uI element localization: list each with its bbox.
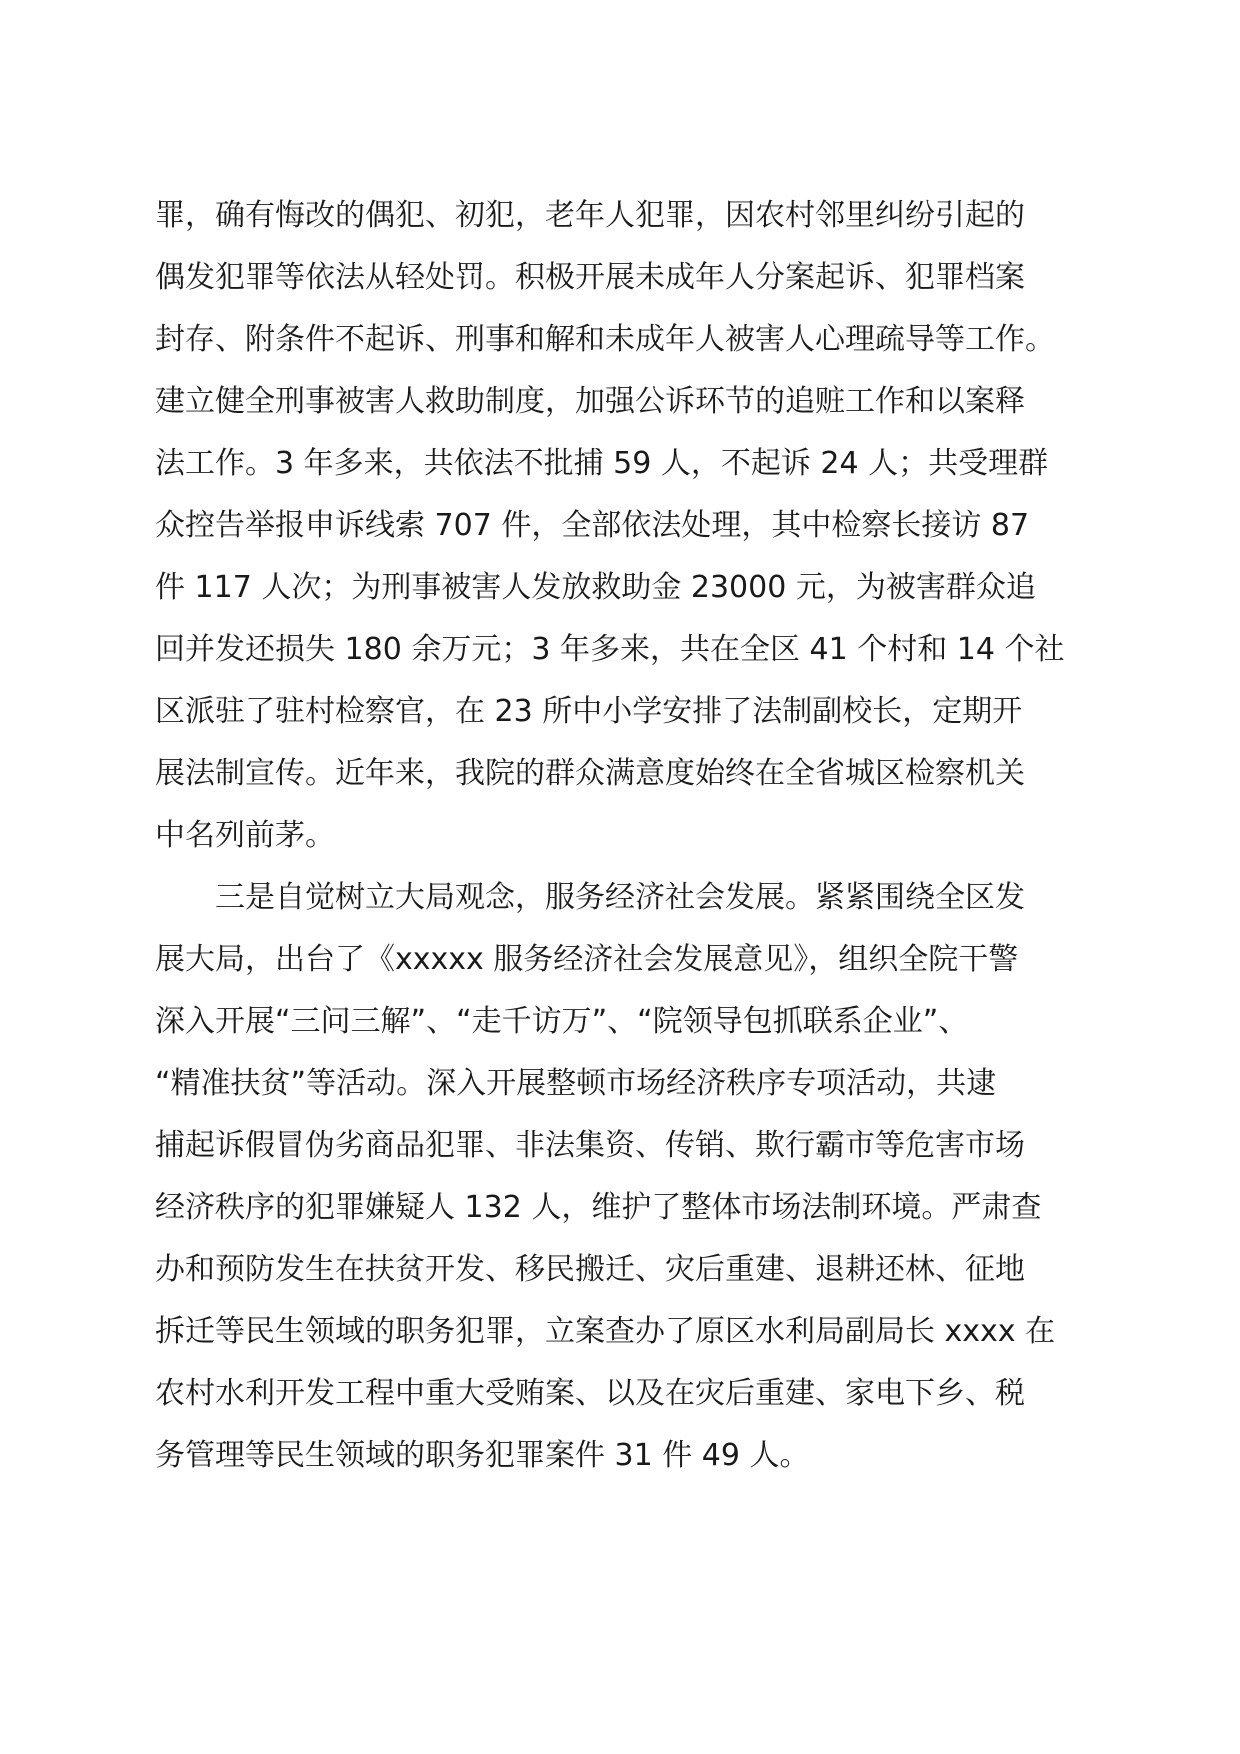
text-line: 农村水利开发工程中重大受贿案、以及在灾后重建、家电下乡、税 [155,1376,1025,1411]
text-line: 拆迁等民生领域的职务犯罪，立案查办了原区水利局副局长 xxxx 在 [155,1314,1056,1349]
text-line: 偶发犯罪等依法从轻处罚。积极开展未成年人分案起诉、犯罪档案 [155,260,1025,295]
text-line: 众控告举报申诉线索 707 件，全部依法处理，其中检察长接访 87 [155,508,1030,543]
text-line: “精准扶贫”等活动。深入开展整顿市场经济秩序专项活动，共逮 [155,1066,997,1101]
text-line: 法工作。3 年多来，共依法不批捕 59 人，不起诉 24 人；共受理群 [155,446,1049,481]
text-line: 展大局，出台了《xxxxx 服务经济社会发展意见》，组织全院干警 [155,942,1019,977]
text-line: 办和预防发生在扶贫开发、移民搬迁、灾后重建、退耕还林、征地 [155,1252,1025,1287]
text-line: 中名列前茅。 [155,818,335,853]
text-line: 罪，确有悔改的偶犯、初犯，老年人犯罪，因农村邻里纠纷引起的 [155,198,1025,233]
text-line: 深入开展“三问三解”、“走千访万”、“院领导包抓联系企业”、 [155,1004,969,1039]
text-line: 建立健全刑事被害人救助制度，加强公诉环节的追赃工作和以案释 [155,384,1025,419]
text-line: 捕起诉假冒伪劣商品犯罪、非法集资、传销、欺行霸市等危害市场 [155,1128,1025,1163]
text-line: 务管理等民生领域的职务犯罪案件 31 件 49 人。 [155,1438,810,1473]
text-line: 封存、附条件不起诉、刑事和解和未成年人被害人心理疏导等工作。 [155,322,1055,357]
text-line: 回并发还损失 180 余万元；3 年多来，共在全区 41 个村和 14 个社 [155,632,1065,667]
text-line: 件 117 人次；为刑事被害人发放救助金 23000 元，为被害群众追 [155,570,1036,605]
paragraph-start-line: 三是自觉树立大局观念，服务经济社会发展。紧紧围绕全区发 [215,880,1025,915]
text-line: 区派驻了驻村检察官，在 23 所中小学安排了法制副校长，定期开 [155,694,1023,729]
text-line: 展法制宣传。近年来，我院的群众满意度始终在全省城区检察机关 [155,756,1025,791]
text-line: 经济秩序的犯罪嫌疑人 132 人，维护了整体市场法制环境。严肃查 [155,1190,1042,1225]
body-text [155,185,1095,1487]
